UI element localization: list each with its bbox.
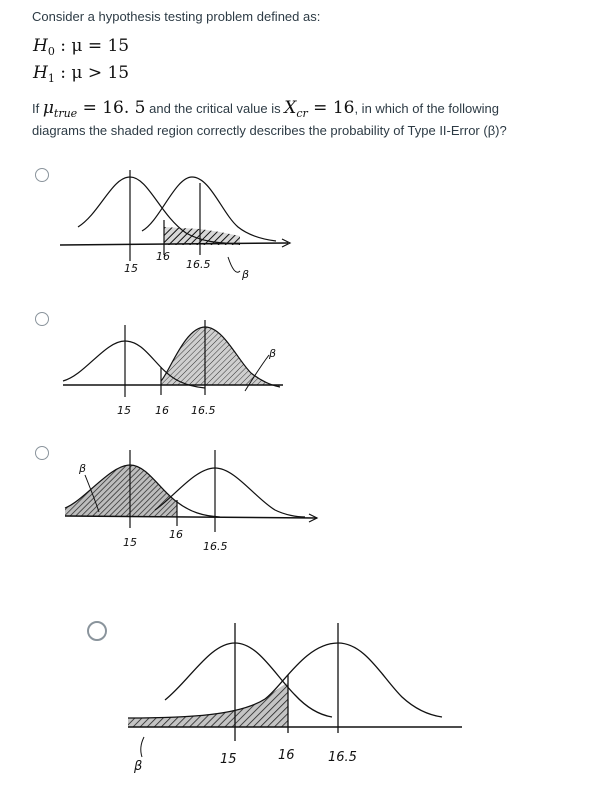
mu-true-value: = 16. 5: [77, 98, 146, 118]
option-1-radio[interactable]: [35, 168, 49, 182]
x-cr-value: = 16: [307, 98, 355, 118]
option-1-label-165: 16.5: [186, 258, 211, 271]
h1-relation: : μ >: [54, 63, 108, 83]
h1-value: 15: [107, 63, 130, 83]
option-1-axis: [60, 243, 288, 245]
option-1-label-beta: β: [242, 268, 250, 281]
option-4-null-curve: [165, 643, 332, 717]
option-2-diagram: [55, 315, 305, 430]
h1-subscript: 1: [47, 72, 55, 85]
option-1-diagram: [50, 165, 310, 290]
option-3-label-16: 16: [169, 528, 183, 541]
h0-symbol: H: [33, 36, 48, 56]
option-4-label-16: 16: [278, 748, 295, 763]
question-line-1-end: , in which of the following: [354, 101, 499, 116]
option-4-radio[interactable]: [87, 621, 107, 641]
option-4-label-165: 16.5: [328, 750, 357, 765]
option-4-diagram: [110, 615, 465, 780]
option-2-label-beta: β: [269, 347, 277, 360]
x-cr-symbol: X: [284, 98, 297, 118]
option-4-beta-pointer: [141, 737, 144, 757]
option-3-label-beta: β: [79, 462, 87, 475]
option-1-label-15: 15: [124, 262, 138, 275]
option-1-shaded-region: [164, 227, 240, 245]
h0-value: 15: [107, 36, 130, 56]
question-line-1: [32, 98, 499, 120]
question-prompt: Consider a hypothesis testing problem defined as:: [32, 9, 321, 24]
option-4-label-beta: β: [134, 759, 143, 774]
option-1-beta-pointer: [228, 257, 240, 272]
h0-subscript: 0: [47, 45, 55, 58]
option-1-label-16: 16: [156, 250, 170, 263]
option-2-shaded-region: [161, 327, 280, 387]
mu-true-symbol: μ: [42, 98, 54, 118]
option-4-shaded-region: [128, 683, 288, 727]
option-3-diagram: [55, 440, 320, 565]
critical-value-text: and the critical value is: [145, 101, 285, 116]
option-2-label-16: 16: [155, 404, 169, 417]
null-hypothesis: [33, 36, 129, 58]
h1-symbol: H: [33, 63, 48, 83]
alternative-hypothesis: [33, 63, 129, 85]
if-text: If: [32, 101, 43, 116]
x-cr-subscript: cr: [296, 107, 308, 120]
question-line-2: diagrams the shaded region correctly describes the probability of Type II-Error (β)?: [32, 123, 507, 138]
option-3-label-15: 15: [123, 536, 137, 549]
option-3-axis: [65, 516, 317, 518]
option-3-radio[interactable]: [35, 446, 49, 460]
option-2-label-165: 16.5: [191, 404, 216, 417]
option-2-label-15: 15: [117, 404, 131, 417]
option-2-radio[interactable]: [35, 312, 49, 326]
h0-relation: : μ =: [54, 36, 108, 56]
option-4-label-15: 15: [220, 752, 237, 767]
option-3-label-165: 16.5: [203, 540, 228, 553]
mu-true-subscript: true: [53, 107, 78, 120]
